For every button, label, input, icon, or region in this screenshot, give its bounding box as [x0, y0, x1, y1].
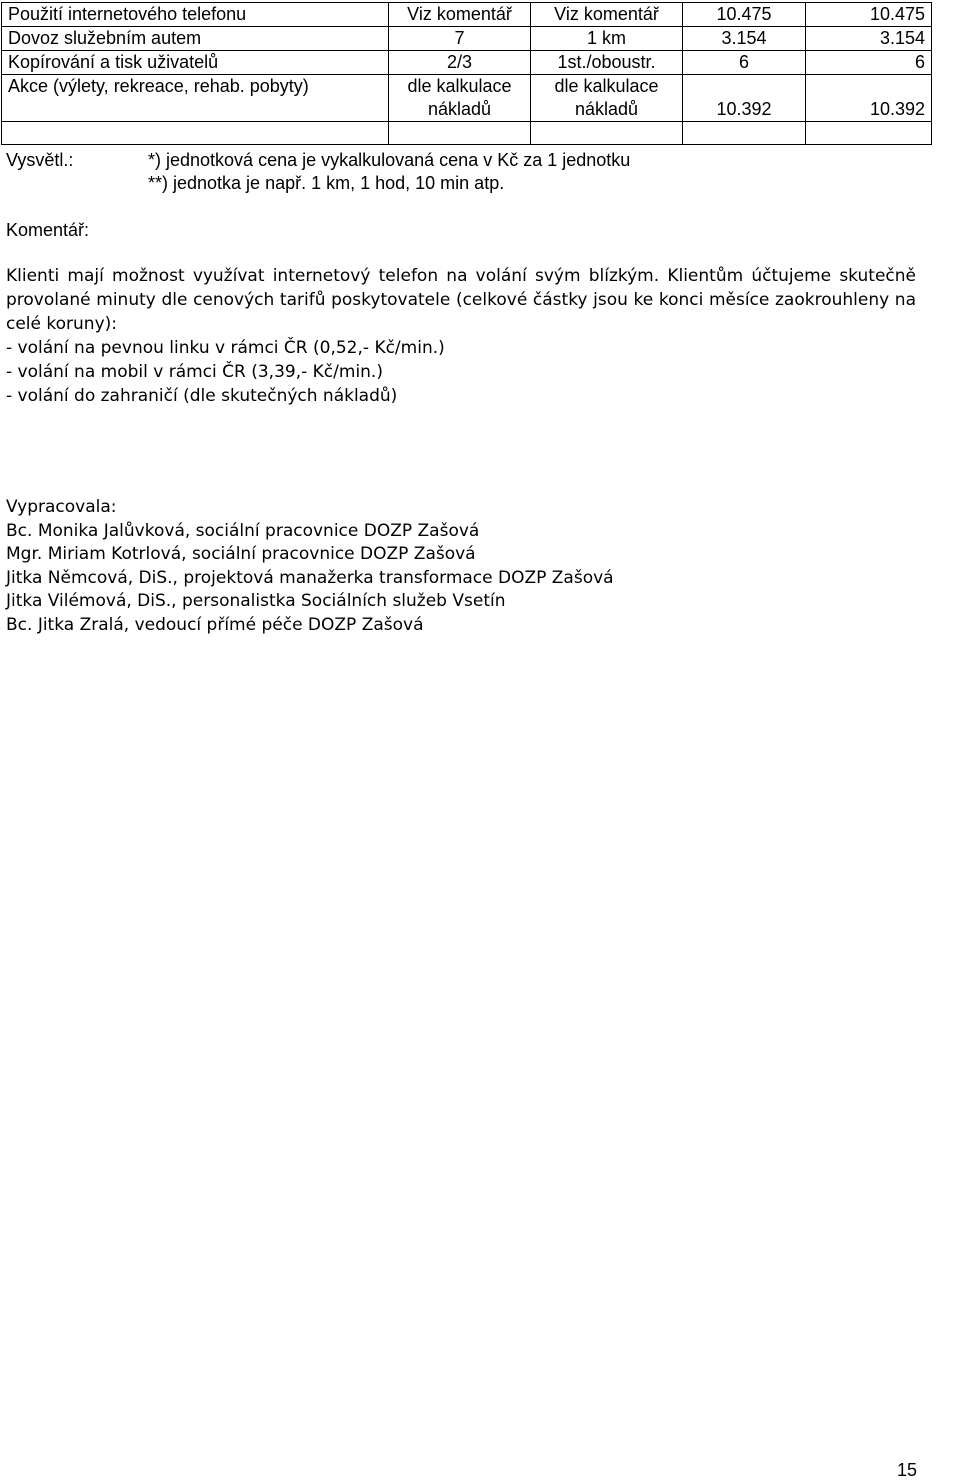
- unit-price-line1: dle kalkulace: [407, 76, 512, 96]
- unit: 1st./oboustr.: [531, 51, 683, 75]
- legend: [148, 149, 630, 195]
- empty-cell: [389, 122, 531, 145]
- comment-label: Komentář:: [6, 220, 90, 240]
- table-row-empty: [2, 122, 932, 145]
- empty-cell: [531, 122, 683, 145]
- legend-label: Vysvětl.:: [6, 150, 74, 170]
- quantity: 10.475: [683, 3, 806, 27]
- list-item: - volání na mobil v rámci ČR (3,39,- Kč/min.): [6, 362, 383, 382]
- quantity: 3.154: [683, 27, 806, 51]
- cost-table: [1, 2, 932, 145]
- unit-price-line2: nákladů: [427, 99, 492, 119]
- author-item: Jitka Vilémová, DiS., personalistka Sociálních služeb Vsetín: [6, 591, 506, 611]
- total: 10.392: [806, 75, 932, 122]
- unit-price: 7: [389, 27, 531, 51]
- table-row: [2, 51, 932, 75]
- total: 10.475: [806, 3, 932, 27]
- table-row: [2, 3, 932, 27]
- page-number: 15: [896, 1460, 917, 1480]
- empty-cell: [683, 122, 806, 145]
- table-row: [2, 75, 932, 122]
- unit: Viz komentář: [531, 3, 683, 27]
- unit-price: Viz komentář: [389, 3, 531, 27]
- list-item: - volání na pevnou linku v rámci ČR (0,52,- Kč/min.): [6, 338, 445, 358]
- unit-line2: nákladů: [574, 99, 639, 119]
- unit-price: 2/3: [389, 51, 531, 75]
- item-name: Akce (výlety, rekreace, rehab. pobyty): [2, 75, 389, 122]
- comment-body: [6, 264, 916, 408]
- empty-cell: [2, 122, 389, 145]
- unit: [531, 75, 683, 122]
- author-item: Jitka Němcová, DiS., projektová manažerka transformace DOZP Zašová: [6, 567, 614, 588]
- total: 3.154: [806, 27, 932, 51]
- author-item: Bc. Monika Jalůvková, sociální pracovnice DOZP Zašová: [6, 520, 480, 541]
- authors-label: Vypracovala:: [6, 497, 117, 517]
- legend-line-1: *) jednotková cena je vykalkulovaná cena v Kč za 1 jednotku: [148, 150, 631, 170]
- empty-cell: [806, 122, 932, 145]
- author-item: Bc. Jitka Zralá, vedoucí přímé péče DOZP Zašová: [6, 614, 424, 635]
- unit: 1 km: [531, 27, 683, 51]
- quantity: 6: [683, 51, 806, 75]
- list-item: - volání do zahraničí (dle skutečných nákladů): [6, 386, 398, 406]
- author-item: Mgr. Miriam Kotrlová, sociální pracovnice DOZP Zašová: [6, 544, 476, 564]
- legend-line-2: **) jednotka je např. 1 km, 1 hod, 10 min atp.: [148, 173, 505, 193]
- comment-paragraph: Klienti mají možnost využívat internetový telefon na volání svým blízkým. Klientům účtujeme skutečně provolané minuty dle cenových tarifů poskytovatele (celkové částky jsou ke konci měsíce zaokrouhleny na celé koruny):: [6, 266, 916, 334]
- item-name: Použití internetového telefonu: [2, 3, 389, 27]
- total: 6: [806, 51, 932, 75]
- unit-price: [389, 75, 531, 122]
- quantity: 10.392: [683, 75, 806, 122]
- table-row: [2, 27, 932, 51]
- authors: [6, 496, 614, 637]
- item-name: Dovoz služebním autem: [2, 27, 389, 51]
- item-name: Kopírování a tisk uživatelů: [2, 51, 389, 75]
- unit-line1: dle kalkulace: [554, 76, 659, 96]
